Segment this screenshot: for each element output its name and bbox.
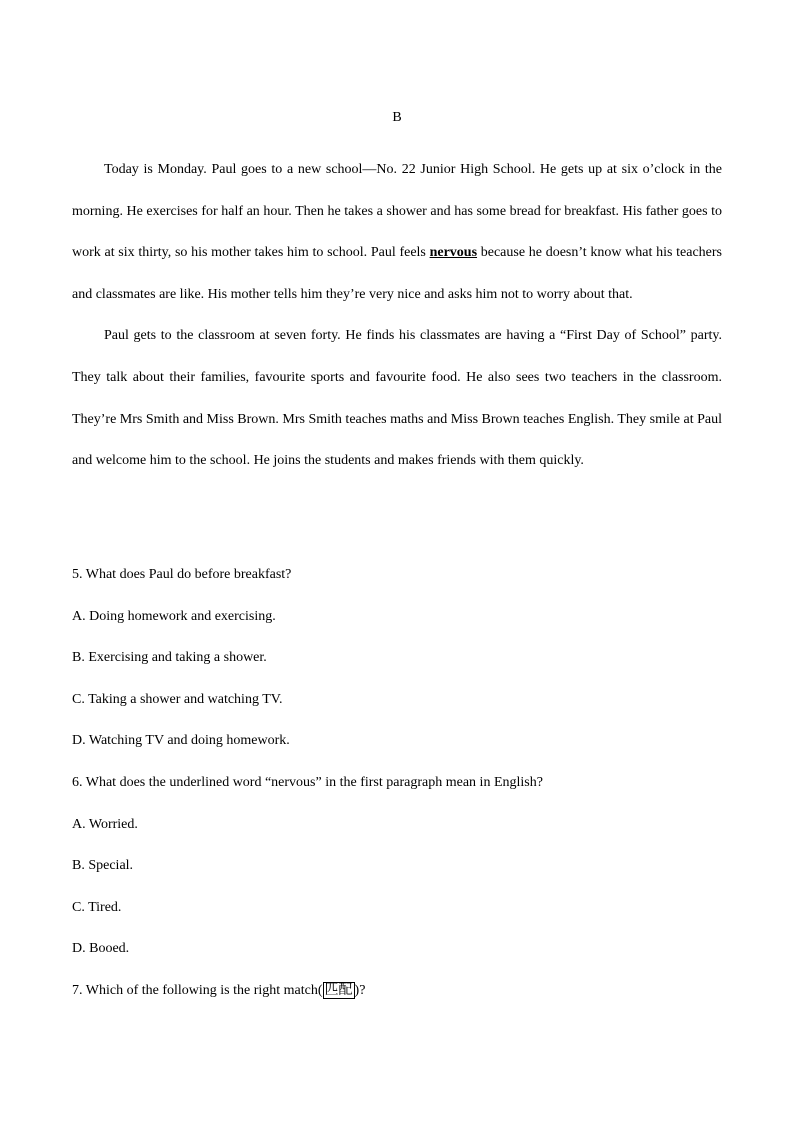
answer-option: A. Doing homework and exercising. [72, 608, 276, 624]
question-stem: 6. What does the underlined word “nervous” in the first paragraph mean in English? [72, 774, 543, 790]
question-text: )? [354, 982, 366, 998]
passage-text: because he doesn’t know what his teachers and classmates are like. His mother tells him they’re very nice and asks him not to worry about that. [72, 245, 722, 302]
answer-option: B. Special. [72, 858, 134, 874]
answer-option: D. Watching TV and doing homework. [72, 733, 290, 749]
passage-paragraph-2: Paul gets to the classroom at seven forty. He finds his classmates are having a “First Day of School” party. They talk about their families, favourite sports and favourite food. He also sees two teachers in the classroom. They’re Mrs Smith and Miss Brown. Mrs Smith teaches maths and Miss Brown teaches English. They smile at Paul and welcome him to the school. He joins the students and makes friends with them quickly. [72, 328, 722, 469]
boxed-chinese-gloss: 匹配 [324, 982, 353, 998]
passage-text: Today is Monday. Paul goes to a new school—No. 22 Junior High School. He gets up at six o’clock in the morning. He exercises for half an hour. Then he takes a shower and has some bread for breakfast. His father goes to work at six thirty, so his mother takes him to school. Paul feels [72, 162, 722, 261]
answer-option: C. Taking a shower and watching TV. [72, 691, 283, 707]
question-stem: 5. What does Paul do before breakfast? [72, 567, 292, 582]
question-text: 7. Which of the following is the right match( [72, 982, 323, 998]
answer-option: C. Tired. [72, 899, 122, 915]
section-label: B [392, 110, 402, 125]
answer-option: D. Booed. [72, 941, 130, 957]
underlined-word: nervous [429, 245, 478, 261]
reading-passage [72, 149, 722, 482]
answer-option: A. Worried. [72, 816, 138, 832]
answer-option: B. Exercising and taking a shower. [72, 650, 267, 666]
questions-section [72, 565, 722, 1023]
question-stem [72, 981, 722, 1023]
passage-paragraph-1 [72, 149, 722, 315]
